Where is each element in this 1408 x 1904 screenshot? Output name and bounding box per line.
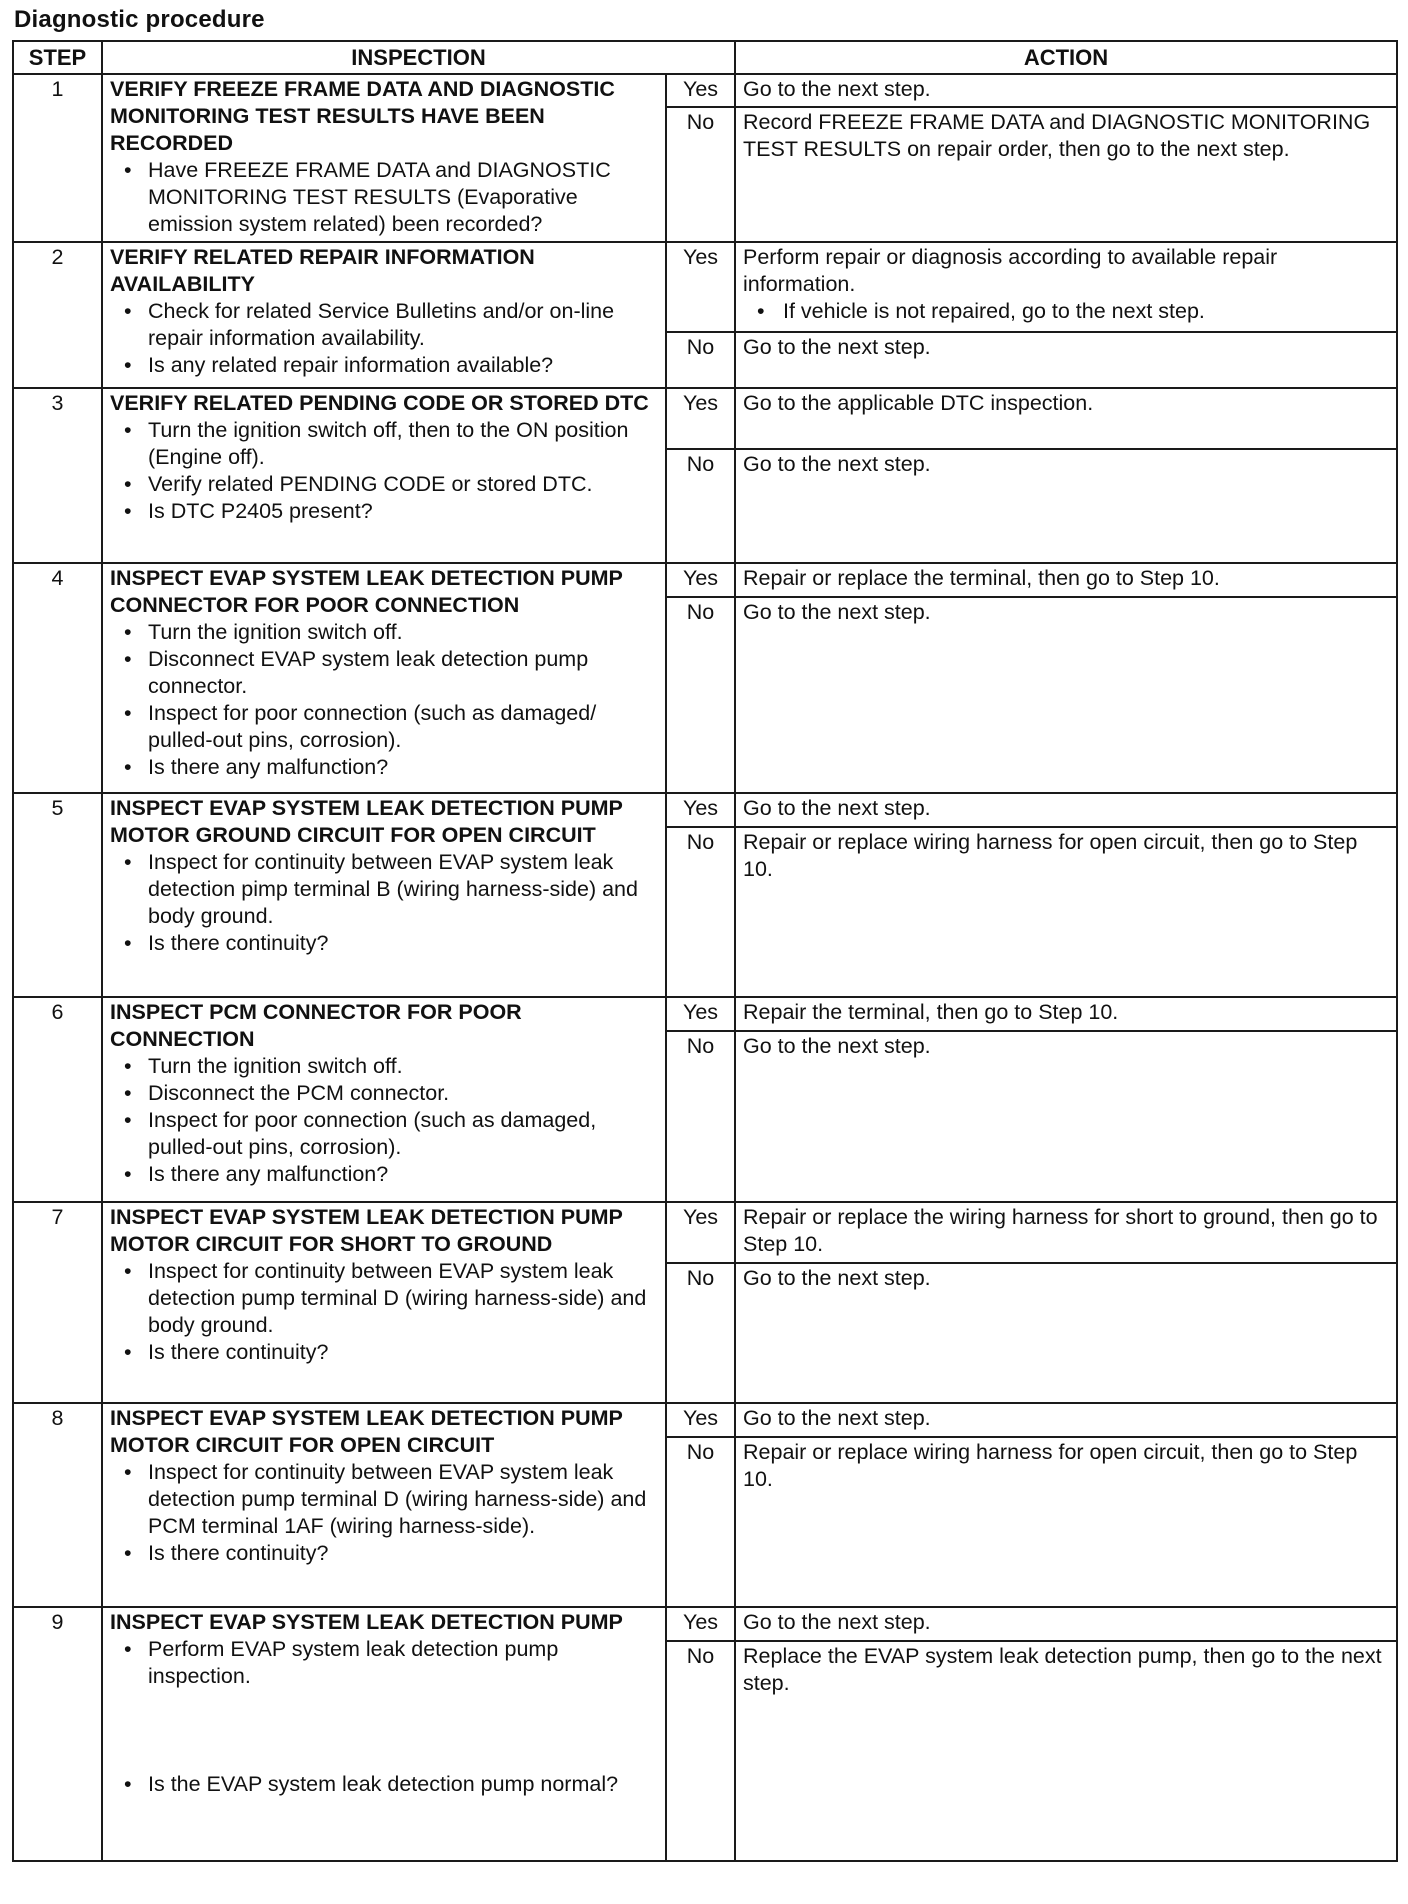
step-number: 4 — [13, 563, 102, 793]
step-1 — [13, 74, 1397, 242]
step-2 — [13, 242, 1397, 388]
step-number: 3 — [13, 388, 102, 563]
yes-label: Yes — [666, 563, 735, 597]
inspection-bullet: • Turn the ignition switch off. — [110, 1053, 658, 1080]
step-number: 2 — [13, 242, 102, 388]
step-yes-row — [13, 563, 1397, 597]
inspection-cell — [102, 793, 666, 997]
step-7 — [13, 1202, 1397, 1403]
inspection-title: VERIFY RELATED REPAIR INFORMATION AVAILABILITY — [110, 245, 535, 296]
inspection-cell — [102, 242, 666, 388]
inspection-bullet: • Perform EVAP system leak detection pump inspection. — [110, 1636, 658, 1690]
yes-action: Repair or replace the wiring harness for short to ground, then go to Step 10. — [735, 1202, 1397, 1263]
inspection-title: INSPECT EVAP SYSTEM LEAK DETECTION PUMP CONNECTOR FOR POOR CONNECTION — [110, 566, 623, 617]
yes-label: Yes — [666, 242, 735, 332]
inspection-bullet: • Check for related Service Bulletins and/or on-line repair information availability. — [110, 298, 658, 352]
yes-action: Repair the terminal, then go to Step 10. — [735, 997, 1397, 1031]
step-8 — [13, 1403, 1397, 1607]
no-action: Go to the next step. — [735, 449, 1397, 563]
inspection-bullet: • Inspect for continuity between EVAP system leak detection pump terminal D (wiring harness-side) and body ground. — [110, 1258, 658, 1339]
yes-action: Go to the next step. — [735, 1607, 1397, 1641]
inspection-bullet: • Is the EVAP system leak detection pump normal? — [110, 1771, 658, 1798]
no-action: Go to the next step. — [735, 332, 1397, 388]
inspection-bullet: • Is there any malfunction? — [110, 754, 658, 781]
inspection-title: INSPECT EVAP SYSTEM LEAK DETECTION PUMP — [110, 1610, 623, 1634]
inspection-cell — [102, 997, 666, 1202]
inspection-title: VERIFY RELATED PENDING CODE OR STORED DTC — [110, 391, 649, 415]
step-number: 8 — [13, 1403, 102, 1607]
inspection-bullet: • Verify related PENDING CODE or stored DTC. — [110, 471, 658, 498]
yes-action: Go to the applicable DTC inspection. — [735, 388, 1397, 449]
no-action: Go to the next step. — [735, 1031, 1397, 1202]
step-4 — [13, 563, 1397, 793]
inspection-title: INSPECT EVAP SYSTEM LEAK DETECTION PUMP MOTOR CIRCUIT FOR OPEN CIRCUIT — [110, 1406, 623, 1457]
no-label: No — [666, 1031, 735, 1202]
inspection-cell — [102, 1202, 666, 1403]
step-number: 5 — [13, 793, 102, 997]
step-column-header: STEP — [13, 41, 102, 74]
inspection-title: INSPECT EVAP SYSTEM LEAK DETECTION PUMP MOTOR CIRCUIT FOR SHORT TO GROUND — [110, 1205, 623, 1256]
inspection-bullet: • Is there continuity? — [110, 930, 658, 957]
yes-action: Go to the next step. — [735, 1403, 1397, 1437]
inspection-bullet: • Is there continuity? — [110, 1339, 658, 1366]
inspection-cell — [102, 388, 666, 563]
no-label: No — [666, 332, 735, 388]
no-action: Record FREEZE FRAME DATA and DIAGNOSTIC MONITORING TEST RESULTS on repair order, then go to the next step. — [735, 107, 1397, 242]
inspection-column-header: INSPECTION — [102, 41, 735, 74]
step-yes-row — [13, 1202, 1397, 1263]
no-action: Repair or replace wiring harness for open circuit, then go to Step 10. — [735, 1437, 1397, 1607]
yes-label: Yes — [666, 74, 735, 107]
step-yes-row — [13, 388, 1397, 449]
no-label: No — [666, 1263, 735, 1403]
step-number: 6 — [13, 997, 102, 1202]
inspection-bullet: • Disconnect EVAP system leak detection pump connector. — [110, 646, 658, 700]
inspection-bullet: • Is DTC P2405 present? — [110, 498, 658, 525]
inspection-bullet: • Have FREEZE FRAME DATA and DIAGNOSTIC MONITORING TEST RESULTS (Evaporative emission system related) been recorded? — [110, 157, 658, 238]
step-3 — [13, 388, 1397, 563]
inspection-bullet: • Inspect for poor connection (such as damaged/ pulled-out pins, corrosion). — [110, 700, 658, 754]
no-label: No — [666, 1641, 735, 1861]
inspection-bullet: • Disconnect the PCM connector. — [110, 1080, 658, 1107]
yes-label: Yes — [666, 1202, 735, 1263]
inspection-bullet: • Inspect for poor connection (such as damaged, pulled-out pins, corrosion). — [110, 1107, 658, 1161]
inspection-bullet: • Is any related repair information available? — [110, 352, 658, 379]
step-yes-row — [13, 242, 1397, 332]
no-action: Replace the EVAP system leak detection pump, then go to the next step. — [735, 1641, 1397, 1861]
yes-action: Perform repair or diagnosis according to available repair information. — [743, 245, 1278, 296]
table-header-row — [13, 41, 1397, 74]
step-9 — [13, 1607, 1397, 1861]
yes-label: Yes — [666, 793, 735, 827]
step-number: 9 — [13, 1607, 102, 1861]
inspection-cell — [102, 1607, 666, 1861]
inspection-title: INSPECT EVAP SYSTEM LEAK DETECTION PUMP MOTOR GROUND CIRCUIT FOR OPEN CIRCUIT — [110, 796, 623, 847]
no-action: Go to the next step. — [735, 597, 1397, 793]
step-yes-row — [13, 793, 1397, 827]
step-5 — [13, 793, 1397, 997]
yes-label: Yes — [666, 1607, 735, 1641]
yes-label: Yes — [666, 1403, 735, 1437]
yes-action: Go to the next step. — [735, 74, 1397, 107]
inspection-bullet: • Turn the ignition switch off, then to the ON position (Engine off). — [110, 417, 658, 471]
step-6 — [13, 997, 1397, 1202]
no-label: No — [666, 827, 735, 997]
no-action: Go to the next step. — [735, 1263, 1397, 1403]
inspection-title: INSPECT PCM CONNECTOR FOR POOR CONNECTION — [110, 1000, 522, 1051]
step-yes-row — [13, 1607, 1397, 1641]
inspection-bullet: • Turn the ignition switch off. — [110, 619, 658, 646]
no-label: No — [666, 1437, 735, 1607]
inspection-bullet: • Is there any malfunction? — [110, 1161, 658, 1188]
no-label: No — [666, 597, 735, 793]
action-column-header: ACTION — [735, 41, 1397, 74]
inspection-bullet: • Inspect for continuity between EVAP system leak detection pump terminal D (wiring harness-side) and PCM terminal 1AF (wiring harness-side). — [110, 1459, 658, 1540]
page-title: Diagnostic procedure — [14, 6, 265, 33]
step-yes-row — [13, 1403, 1397, 1437]
no-label: No — [666, 107, 735, 242]
inspection-bullet: • Is there continuity? — [110, 1540, 658, 1567]
diagnostic-procedure-table — [12, 40, 1398, 1862]
no-label: No — [666, 449, 735, 563]
step-number: 7 — [13, 1202, 102, 1403]
step-number: 1 — [13, 74, 102, 242]
yes-action-cell — [735, 242, 1397, 332]
inspection-title: VERIFY FREEZE FRAME DATA AND DIAGNOSTIC MONITORING TEST RESULTS HAVE BEEN RECORDED — [110, 77, 615, 155]
inspection-cell — [102, 74, 666, 242]
yes-action-bullet: • If vehicle is not repaired, go to the next step. — [743, 298, 1389, 325]
yes-action: Repair or replace the terminal, then go to Step 10. — [735, 563, 1397, 597]
yes-label: Yes — [666, 388, 735, 449]
inspection-cell — [102, 1403, 666, 1607]
inspection-cell — [102, 563, 666, 793]
no-action: Repair or replace wiring harness for open circuit, then go to Step 10. — [735, 827, 1397, 997]
inspection-bullet: • Inspect for continuity between EVAP system leak detection pimp terminal B (wiring harness-side) and body ground. — [110, 849, 658, 930]
step-yes-row — [13, 74, 1397, 107]
step-yes-row — [13, 997, 1397, 1031]
yes-label: Yes — [666, 997, 735, 1031]
yes-action: Go to the next step. — [735, 793, 1397, 827]
